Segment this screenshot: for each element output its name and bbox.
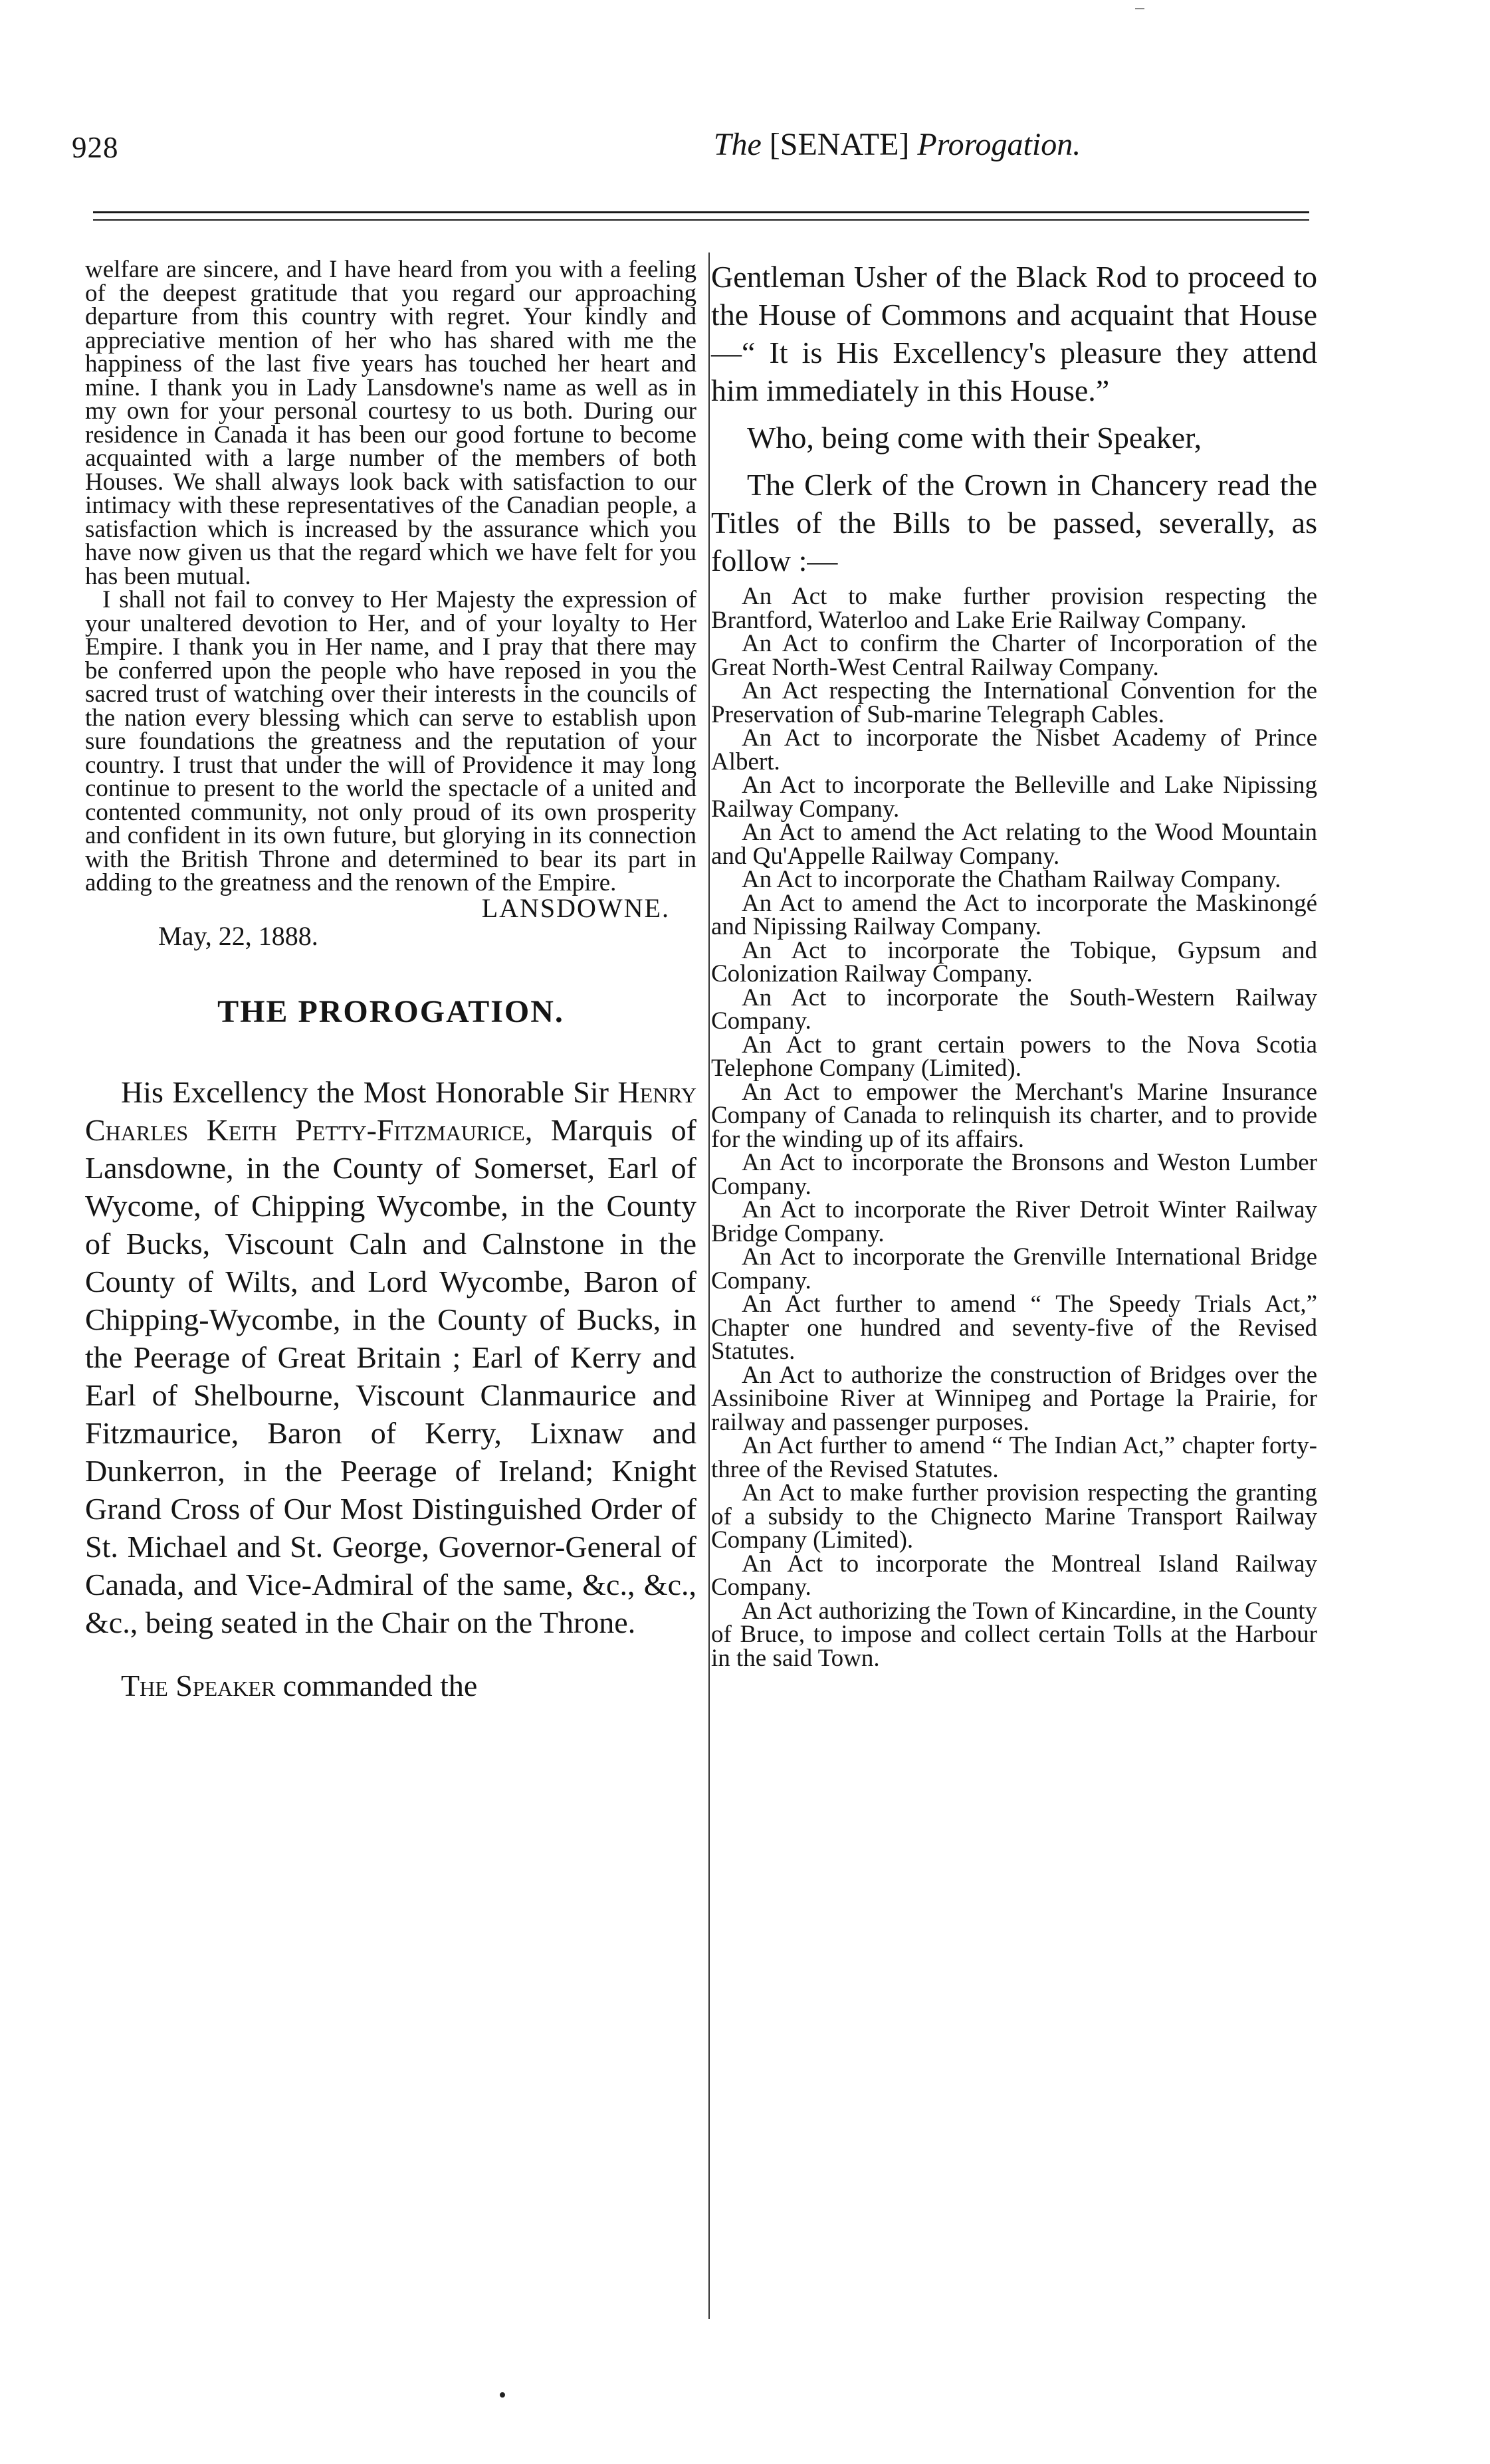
excellency-name: Henry Charles Keith Petty-Fitzmaurice bbox=[85, 1075, 696, 1147]
speaker-paragraph bbox=[85, 1667, 696, 1704]
act-item: An Act to incorporate the South-Western Railway Company. bbox=[711, 983, 1317, 1035]
header-rule-top bbox=[93, 211, 1309, 213]
act-item: An Act to incorporate the Montreal Island Railway Company. bbox=[711, 1550, 1317, 1601]
reply-paragraph-2: I shall not fail to convey to Her Majesty the expression of your unaltered devotion to Her, and of your loyalty to Her Empire. I thank you in Her name, and I pray that there may be conferred upon the people who have reposed in you the sacred trust of watching over their interests in the councils of the nation every blessing which can serve to establish upon sure foundations the greatness and the reputation of your country. I trust that under the will of Providence it may long continue to present to the world the spectacle of a united and contented community, not only proud of its own prosperity and confident in its own future, but glorying in its connection with the British Throne and determined to bear its part in adding to the greatness and the renown of the Empire. bbox=[85, 586, 696, 896]
excellency-intro: His Excellency the Most Honorable Sir bbox=[121, 1075, 618, 1109]
speaker-rest: commanded the bbox=[275, 1668, 478, 1702]
running-head-the: The bbox=[713, 127, 762, 162]
right-column bbox=[711, 258, 1317, 1670]
act-item: An Act authorizing the Town of Kincardine, in the County of Bruce, to impose and collect certain Tolls at the Harbour in the said Town. bbox=[711, 1597, 1317, 1672]
act-item: An Act to incorporate the River Detroit Winter Railway Bridge Company. bbox=[711, 1196, 1317, 1247]
clerk-paragraph: The Clerk of the Crown in Chancery read the Titles of the Bills to be passed, severally, as follow :— bbox=[711, 468, 1317, 577]
act-item: An Act to incorporate the Belleville and Lake Nipissing Railway Company. bbox=[711, 771, 1317, 823]
usher-paragraph: Gentleman Usher of the Black Rod to proceed to the House of Commons and acquaint that House—“ It is His Excellency's pleasure they attend him immediately in this House.” bbox=[711, 260, 1317, 407]
excellency-rest: , Marquis of Lansdowne, in the County of Somerset, Earl of Wycome, of Chipping Wycombe, in the County of Bucks, Viscount Caln and Calnstone in the County of Wilts, and Lord Wycombe, Baron of Chipping-Wycombe, in the County of Bucks, in the Peerage of Great Britain ; Earl of Kerry and Earl of Shelbourne, Viscount Clanmaurice and Fitzmaurice, Baron of Kerry, Lixnaw and Dunkerron, in the Peerage of Ireland; Knight Grand Cross of Our Most Distinguished Order of St. Michael and St. George, Governor-General of Canada, and Vice-Admiral of the same, &c., &c., &c., being seated in the Chair on the Throne. bbox=[85, 1112, 696, 1639]
act-item: An Act to incorporate the Tobique, Gypsum and Colonization Railway Company. bbox=[711, 936, 1317, 987]
reply-paragraph-1: welfare are sincere, and I have heard from you with a feeling of the deepest gratitude that you regard our approaching departure from this country with regret. Your kindly and appreciative mention of her who has shared with me the happiness of the last five years has touched her heart and mine. I thank you in Lady Lansdowne's name as well as in my own for your personal courtesy to us both. During our residence in Canada it has been our good fortune to become acquainted with a large number of the members of both Houses. We shall always look back with satisfaction to our intimacy with these representatives of the Canadian people, a satisfaction which is increased by the assurance which you have now given us that the regard which we have felt for you has been mutual. bbox=[85, 256, 696, 590]
signature: LANSDOWNE. bbox=[481, 892, 670, 923]
act-item: An Act to make further provision respecting the granting of a subsidy to the Chignecto Marine Transport Railway Company (Limited). bbox=[711, 1479, 1317, 1554]
ink-dot bbox=[500, 2392, 505, 2398]
speaker-label: The Speaker bbox=[121, 1668, 276, 1702]
act-item: An Act respecting the International Convention for the Preservation of Sub-marine Telegraph Cables. bbox=[711, 677, 1317, 728]
act-item: An Act to grant certain powers to the Nova Scotia Telephone Company (Limited). bbox=[711, 1031, 1317, 1082]
act-item: An Act further to amend “ The Indian Act,” chapter forty-three of the Revised Statutes. bbox=[711, 1432, 1317, 1483]
act-item: An Act to make further provision respecting the Brantford, Waterloo and Lake Erie Railway Company. bbox=[711, 583, 1317, 634]
column-divider bbox=[708, 253, 710, 2319]
act-item: An Act to empower the Merchant's Marine Insurance Company of Canada to relinquish its charter, and to provide for the winding up of its affairs. bbox=[711, 1078, 1317, 1153]
act-item: An Act to incorporate the Bronsons and Weston Lumber Company. bbox=[711, 1149, 1317, 1200]
act-item: An Act to incorporate the Chatham Railway Company. bbox=[742, 866, 1281, 893]
section-title: THE PROROGATION. bbox=[217, 993, 564, 1029]
running-head-prorogation: Prorogation. bbox=[917, 127, 1081, 162]
who-paragraph: Who, being come with their Speaker, bbox=[747, 421, 1202, 455]
act-item: An Act to amend the Act to incorporate the Maskinongé and Nipissing Railway Company. bbox=[711, 889, 1317, 940]
excellency-paragraph bbox=[85, 1073, 696, 1641]
dateline: May, 22, 1888. bbox=[158, 920, 318, 951]
act-item: An Act further to amend “ The Speedy Trials Act,” Chapter one hundred and seventy-five of the Revised Statutes. bbox=[711, 1290, 1317, 1365]
act-item: An Act to incorporate the Grenville International Bridge Company. bbox=[711, 1243, 1317, 1294]
acts-list bbox=[711, 585, 1317, 1670]
scan-mark bbox=[1135, 8, 1144, 9]
act-item: An Act to confirm the Charter of Incorporation of the Great North-West Central Railway Company. bbox=[711, 630, 1317, 681]
act-item: An Act to amend the Act relating to the Wood Mountain and Qu'Appelle Railway Company. bbox=[711, 819, 1317, 870]
page-number: 928 bbox=[72, 131, 119, 164]
running-head bbox=[465, 126, 1329, 163]
act-item: An Act to incorporate the Nisbet Academy of Prince Albert. bbox=[711, 724, 1317, 775]
running-head-senate: [SENATE] bbox=[761, 127, 918, 162]
header-rule-bottom bbox=[93, 219, 1309, 221]
left-column bbox=[85, 258, 696, 1704]
act-item: An Act to authorize the construction of Bridges over the Assiniboine River at Winnipeg and Portage la Prairie, for railway and passenger purposes. bbox=[711, 1361, 1317, 1436]
